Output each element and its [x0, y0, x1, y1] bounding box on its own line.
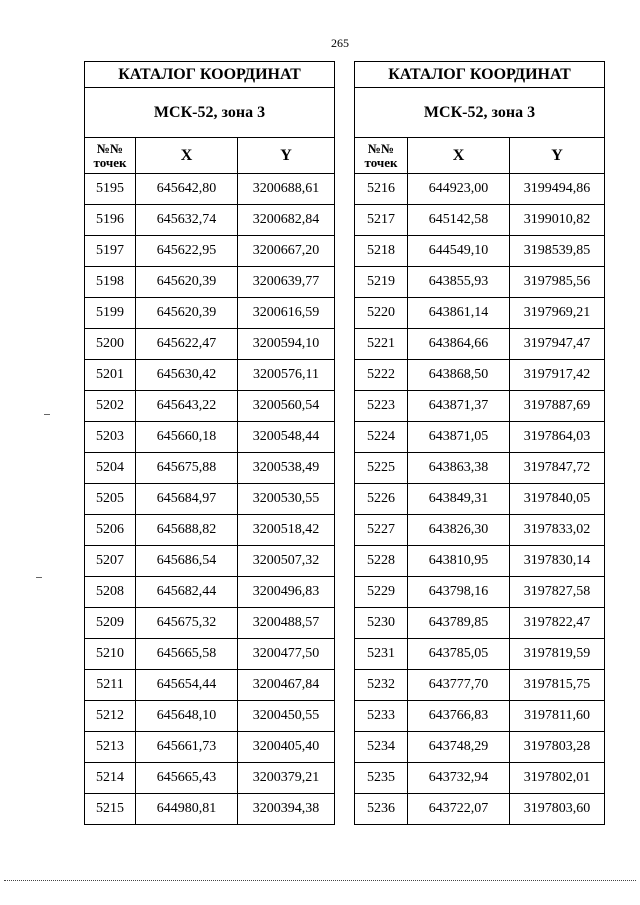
coordinate-rows [85, 174, 335, 825]
y-coordinate-cell: 3197802,01 [510, 763, 605, 794]
table-row [355, 422, 605, 453]
point-number-cell: 5223 [355, 391, 408, 422]
table-row [355, 639, 605, 670]
table-row [355, 453, 605, 484]
point-number-cell: 5209 [85, 608, 136, 639]
table-row [355, 174, 605, 205]
y-coordinate-cell: 3197833,02 [510, 515, 605, 546]
y-coordinate-cell: 3197969,21 [510, 298, 605, 329]
x-coordinate-cell: 643863,38 [408, 453, 510, 484]
x-coordinate-cell: 643855,93 [408, 267, 510, 298]
y-coordinate-cell: 3197887,69 [510, 391, 605, 422]
y-coordinate-cell: 3200477,50 [238, 639, 335, 670]
coordinate-system-label: МСК-52, зона 3 [355, 88, 605, 138]
point-number-cell: 5207 [85, 546, 136, 577]
x-coordinate-cell: 645622,95 [136, 236, 238, 267]
x-coordinate-cell: 645648,10 [136, 701, 238, 732]
point-number-cell: 5199 [85, 298, 136, 329]
x-coordinate-cell: 643766,83 [408, 701, 510, 732]
point-number-cell: 5226 [355, 484, 408, 515]
table-row [355, 391, 605, 422]
point-number-cell: 5227 [355, 515, 408, 546]
y-coordinate-cell: 3200518,42 [238, 515, 335, 546]
point-number-cell: 5225 [355, 453, 408, 484]
y-coordinate-cell: 3197840,05 [510, 484, 605, 515]
x-coordinate-cell: 645675,88 [136, 453, 238, 484]
point-number-cell: 5200 [85, 329, 136, 360]
y-coordinate-cell: 3197822,47 [510, 608, 605, 639]
table-row [85, 763, 335, 794]
point-number-cell: 5219 [355, 267, 408, 298]
y-coordinate-cell: 3200538,49 [238, 453, 335, 484]
point-number-cell: 5203 [85, 422, 136, 453]
y-coordinate-cell: 3197827,58 [510, 577, 605, 608]
coordinate-rows [355, 174, 605, 825]
x-coordinate-cell: 643748,29 [408, 732, 510, 763]
catalog-title: КАТАЛОГ КООРДИНАТ [355, 62, 605, 88]
x-coordinate-cell: 645642,80 [136, 174, 238, 205]
y-coordinate-cell: 3197819,59 [510, 639, 605, 670]
y-coordinate-cell: 3200639,77 [238, 267, 335, 298]
y-coordinate-cell: 3197917,42 [510, 360, 605, 391]
table-row [85, 794, 335, 825]
table-row [85, 639, 335, 670]
y-coordinate-cell: 3197985,56 [510, 267, 605, 298]
page-bottom-rule [4, 880, 636, 881]
y-coordinate-cell: 3199010,82 [510, 205, 605, 236]
table-row [85, 360, 335, 391]
point-number-cell: 5217 [355, 205, 408, 236]
x-coordinate-cell: 645643,22 [136, 391, 238, 422]
x-coordinate-cell: 643826,30 [408, 515, 510, 546]
point-number-cell: 5216 [355, 174, 408, 205]
y-coordinate-cell: 3200496,83 [238, 577, 335, 608]
x-coordinate-cell: 645688,82 [136, 515, 238, 546]
point-number-cell: 5210 [85, 639, 136, 670]
point-number-cell: 5204 [85, 453, 136, 484]
point-number-cell: 5236 [355, 794, 408, 825]
point-number-cell: 5232 [355, 670, 408, 701]
table-row [85, 515, 335, 546]
column-header-y: Y [238, 138, 335, 174]
x-coordinate-cell: 643864,66 [408, 329, 510, 360]
table-row [355, 484, 605, 515]
table-row [355, 360, 605, 391]
x-coordinate-cell: 645142,58 [408, 205, 510, 236]
column-header-x: X [408, 138, 510, 174]
x-coordinate-cell: 644923,00 [408, 174, 510, 205]
x-coordinate-cell: 643722,07 [408, 794, 510, 825]
table-row [85, 236, 335, 267]
point-number-cell: 5220 [355, 298, 408, 329]
y-coordinate-cell: 3197803,60 [510, 794, 605, 825]
table-row [85, 174, 335, 205]
table-row [355, 236, 605, 267]
y-coordinate-cell: 3197803,28 [510, 732, 605, 763]
x-coordinate-cell: 643861,14 [408, 298, 510, 329]
y-coordinate-cell: 3197947,47 [510, 329, 605, 360]
x-coordinate-cell: 645686,54 [136, 546, 238, 577]
x-coordinate-cell: 644980,81 [136, 794, 238, 825]
page-number: 265 [331, 36, 349, 50]
point-number-cell: 5228 [355, 546, 408, 577]
point-number-cell: 5195 [85, 174, 136, 205]
column-header-y: Y [510, 138, 605, 174]
x-coordinate-cell: 645620,39 [136, 298, 238, 329]
table-row [355, 670, 605, 701]
x-coordinate-cell: 644549,10 [408, 236, 510, 267]
catalog-title: КАТАЛОГ КООРДИНАТ [85, 62, 335, 88]
x-coordinate-cell: 645684,97 [136, 484, 238, 515]
x-coordinate-cell: 645661,73 [136, 732, 238, 763]
point-number-cell: 5222 [355, 360, 408, 391]
y-coordinate-cell: 3198539,85 [510, 236, 605, 267]
x-coordinate-cell: 645675,32 [136, 608, 238, 639]
table-row [85, 608, 335, 639]
y-coordinate-cell: 3200488,57 [238, 608, 335, 639]
y-coordinate-cell: 3200682,84 [238, 205, 335, 236]
point-number-cell: 5215 [85, 794, 136, 825]
table-row [85, 484, 335, 515]
table-row [355, 515, 605, 546]
y-coordinate-cell: 3197811,60 [510, 701, 605, 732]
x-coordinate-cell: 645620,39 [136, 267, 238, 298]
y-coordinate-cell: 3200560,54 [238, 391, 335, 422]
table-row [85, 298, 335, 329]
y-coordinate-cell: 3200594,10 [238, 329, 335, 360]
x-coordinate-cell: 645632,74 [136, 205, 238, 236]
y-coordinate-cell: 3200450,55 [238, 701, 335, 732]
y-coordinate-cell: 3200467,84 [238, 670, 335, 701]
table-row [355, 701, 605, 732]
point-number-cell: 5213 [85, 732, 136, 763]
x-coordinate-cell: 645665,43 [136, 763, 238, 794]
table-row [85, 267, 335, 298]
x-coordinate-cell: 645654,44 [136, 670, 238, 701]
x-coordinate-cell: 643777,70 [408, 670, 510, 701]
x-coordinate-cell: 643785,05 [408, 639, 510, 670]
y-coordinate-cell: 3200405,40 [238, 732, 335, 763]
coordinate-catalog-table-left [84, 61, 335, 825]
x-coordinate-cell: 645630,42 [136, 360, 238, 391]
x-coordinate-cell: 643798,16 [408, 577, 510, 608]
table-row [85, 732, 335, 763]
table-row [355, 329, 605, 360]
y-coordinate-cell: 3197815,75 [510, 670, 605, 701]
x-coordinate-cell: 643871,37 [408, 391, 510, 422]
table-row [85, 391, 335, 422]
y-coordinate-cell: 3197830,14 [510, 546, 605, 577]
y-coordinate-cell: 3199494,86 [510, 174, 605, 205]
table-row [355, 763, 605, 794]
table-row [85, 701, 335, 732]
point-number-cell: 5221 [355, 329, 408, 360]
coordinate-system-label: МСК-52, зона 3 [85, 88, 335, 138]
point-number-cell: 5235 [355, 763, 408, 794]
table-row [85, 546, 335, 577]
point-number-cell: 5196 [85, 205, 136, 236]
point-number-cell: 5230 [355, 608, 408, 639]
point-number-cell: 5208 [85, 577, 136, 608]
table-row [355, 205, 605, 236]
point-number-cell: 5201 [85, 360, 136, 391]
scan-margin-mark [44, 414, 50, 415]
point-number-cell: 5198 [85, 267, 136, 298]
coordinate-catalog-table-right [354, 61, 605, 825]
y-coordinate-cell: 3200667,20 [238, 236, 335, 267]
column-header-point-number: №№ точек [355, 138, 408, 174]
y-coordinate-cell: 3200394,38 [238, 794, 335, 825]
x-coordinate-cell: 643810,95 [408, 546, 510, 577]
point-number-cell: 5229 [355, 577, 408, 608]
column-header-x: X [136, 138, 238, 174]
x-coordinate-cell: 643871,05 [408, 422, 510, 453]
point-number-cell: 5197 [85, 236, 136, 267]
table-row [355, 577, 605, 608]
x-coordinate-cell: 645660,18 [136, 422, 238, 453]
table-row [85, 453, 335, 484]
column-header-point-number: №№ точек [85, 138, 136, 174]
y-coordinate-cell: 3197847,72 [510, 453, 605, 484]
point-number-cell: 5211 [85, 670, 136, 701]
point-number-cell: 5206 [85, 515, 136, 546]
point-number-cell: 5212 [85, 701, 136, 732]
point-number-cell: 5231 [355, 639, 408, 670]
x-coordinate-cell: 643789,85 [408, 608, 510, 639]
x-coordinate-cell: 645682,44 [136, 577, 238, 608]
table-row [85, 670, 335, 701]
table-row [355, 608, 605, 639]
y-coordinate-cell: 3200379,21 [238, 763, 335, 794]
point-number-cell: 5224 [355, 422, 408, 453]
point-number-cell: 5202 [85, 391, 136, 422]
table-row [85, 577, 335, 608]
table-row [355, 298, 605, 329]
point-number-cell: 5218 [355, 236, 408, 267]
y-coordinate-cell: 3197864,03 [510, 422, 605, 453]
x-coordinate-cell: 645622,47 [136, 329, 238, 360]
table-row [355, 546, 605, 577]
y-coordinate-cell: 3200548,44 [238, 422, 335, 453]
y-coordinate-cell: 3200616,59 [238, 298, 335, 329]
x-coordinate-cell: 643868,50 [408, 360, 510, 391]
point-number-cell: 5234 [355, 732, 408, 763]
x-coordinate-cell: 643849,31 [408, 484, 510, 515]
y-coordinate-cell: 3200507,32 [238, 546, 335, 577]
table-row [85, 205, 335, 236]
x-coordinate-cell: 645665,58 [136, 639, 238, 670]
y-coordinate-cell: 3200530,55 [238, 484, 335, 515]
point-number-cell: 5233 [355, 701, 408, 732]
y-coordinate-cell: 3200688,61 [238, 174, 335, 205]
point-number-cell: 5205 [85, 484, 136, 515]
table-row [355, 732, 605, 763]
table-row [85, 329, 335, 360]
table-row [85, 422, 335, 453]
table-row [355, 267, 605, 298]
y-coordinate-cell: 3200576,11 [238, 360, 335, 391]
table-row [355, 794, 605, 825]
x-coordinate-cell: 643732,94 [408, 763, 510, 794]
point-number-cell: 5214 [85, 763, 136, 794]
scan-margin-mark [36, 577, 42, 578]
